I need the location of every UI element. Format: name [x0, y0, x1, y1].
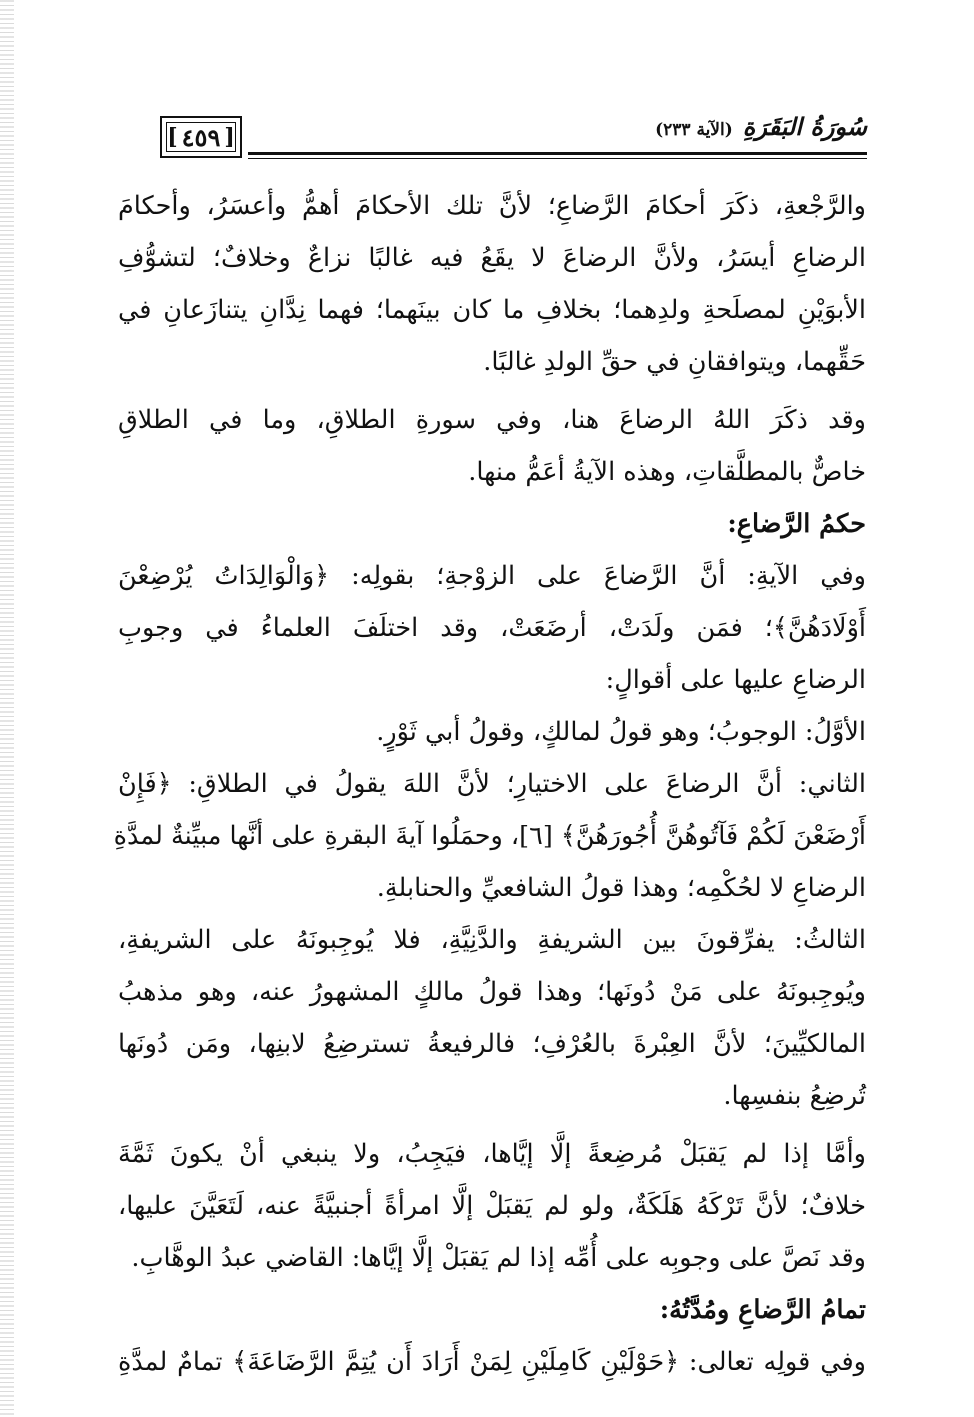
header-rule-thin — [248, 158, 867, 159]
text-line: الرضاعِ أيسَرُ، ولأنَّ الرضاعَ لا يقَعُ فيه غالبًا نزاعٌ وخلافٌ؛ لتشوُّفِ — [118, 243, 866, 273]
text-line: وقد نَصَّ على وجوبِه على أُمِّه إذا لم يَقبَلْ إلَّا إيَّاها: القاضي عبدُ الوهَّابِ. — [131, 1243, 866, 1273]
text-line: الثالثُ: يفرِّقونَ بين الشريفةِ والدَّنِيَّةِ، فلا يُوجِبونَهُ على الشريفةِ، — [118, 925, 866, 955]
section-heading: تمامُ الرَّضاعِ ومُدَّتُهُ: — [659, 1295, 866, 1325]
text-line: وأمَّا إذا لم يَقبَلْ مُرضِعةً إلَّا إيَّاها، فيَجِبُ، ولا ينبغي أنْ يكونَ ثَمَّةَ — [118, 1139, 866, 1169]
page-number-bracket-right: ] — [224, 124, 235, 150]
binding-edge — [0, 0, 14, 1417]
page-number: ٤٥٩ — [181, 122, 221, 152]
header-rule — [248, 152, 867, 155]
text-line: أَوْلَادَهُنَّ﴾؛ فمَن ولَدَتْ، أرضَعَتْ، وقد اختلَفَ العلماءُ في وجوبِ — [118, 613, 866, 643]
text-line: والرَّجْعةِ، ذكَرَ أحكامَ الرَّضاعِ؛ لأنَّ تلك الأحكامَ أهمُّ وأعسَرُ، وأحكامَ — [118, 191, 866, 221]
surah-title: سُورَةُ البَقَرَةِ — [742, 112, 867, 141]
text-line: خلافٌ؛ لأنَّ تَرْكَهُ هَلَكَةٌ، ولو لم يَقبَلْ إلَّا امرأةً أجنبيَّةً عنه، لَتَعَيَّنَ عليها، — [118, 1191, 866, 1221]
text-line: الأبوَيْنِ لمصلَحةِ ولدِهما؛ بخلافِ ما كان بينَهما؛ فهما نِدَّانِ يتنازَعانِ في — [118, 295, 866, 325]
text-line: تُرضِعُ بنفسِها. — [723, 1081, 866, 1111]
text-line: المالكيِّينَ؛ لأنَّ العِبْرةَ بالعُرْفِ؛ فالرفيعةُ تسترضِعُ لابنِها، ومَن دُونَها — [118, 1029, 866, 1059]
text-line: خاصٌّ بالمطلَّقاتِ، وهذه الآيةُ أعَمُّ منها. — [468, 457, 866, 487]
text-line: الأوَّلُ: الوجوبُ؛ وهو قولُ لمالكٍ، وقولُ أبي ثَوْرٍ. — [376, 717, 866, 747]
page-number-bracket-left: [ — [167, 124, 178, 150]
text-line: وفي قولِه تعالى: ﴿حَوْلَيْنِ كَامِلَيْنِ لِمَنْ أَرَادَ أَن يُتِمَّ الرَّضَاعَةَ﴾ تمامٌ لمدَّةِ — [118, 1347, 866, 1377]
text-line: الرضاعِ لا لحُكْمِه؛ وهذا قولُ الشافعيِّ والحنابلةِ. — [376, 873, 866, 903]
page-header — [152, 112, 867, 160]
ayah-reference: (الآية ٢٣٣) — [655, 120, 733, 140]
text-line: وقد ذكَرَ اللهُ الرضاعَ هنا، وفي سورةِ الطلاقِ، وما في الطلاقِ — [118, 405, 866, 435]
page-number-box — [160, 116, 242, 158]
running-title — [655, 112, 867, 141]
text-line: الرضاعِ عليها على أقوالٍ: — [605, 665, 866, 695]
text-line: حَقِّهما، ويتوافقانِ في حقِّ الولدِ غالبًا. — [483, 347, 866, 377]
text-line: ويُوجِبونَهُ على مَنْ دُونَها؛ وهذا قولُ مالكٍ المشهورُ عنه، وهو مذهبُ — [118, 977, 866, 1007]
text-line: الثاني: أنَّ الرضاعَ على الاختيارِ؛ لأنَّ اللهَ يقولُ في الطلاقِ: ﴿فَإِنْ — [118, 769, 866, 799]
text-line: وفي الآيةِ: أنَّ الرَّضاعَ على الزوْجةِ؛ بقولِه: ﴿وَالْوَالِدَاتُ يُرْضِعْنَ — [118, 561, 866, 591]
body-text — [113, 180, 866, 1388]
section-heading: حكمُ الرَّضاعِ: — [727, 509, 866, 539]
text-line: أَرْضَعْنَ لَكُمْ فَآتُوهُنَّ أُجُورَهُنَّ﴾ [٦]، وحمَلُوا آيةَ البقرةِ على أنَّها مبيِّنةٌ لمدَّةِ — [113, 821, 866, 851]
